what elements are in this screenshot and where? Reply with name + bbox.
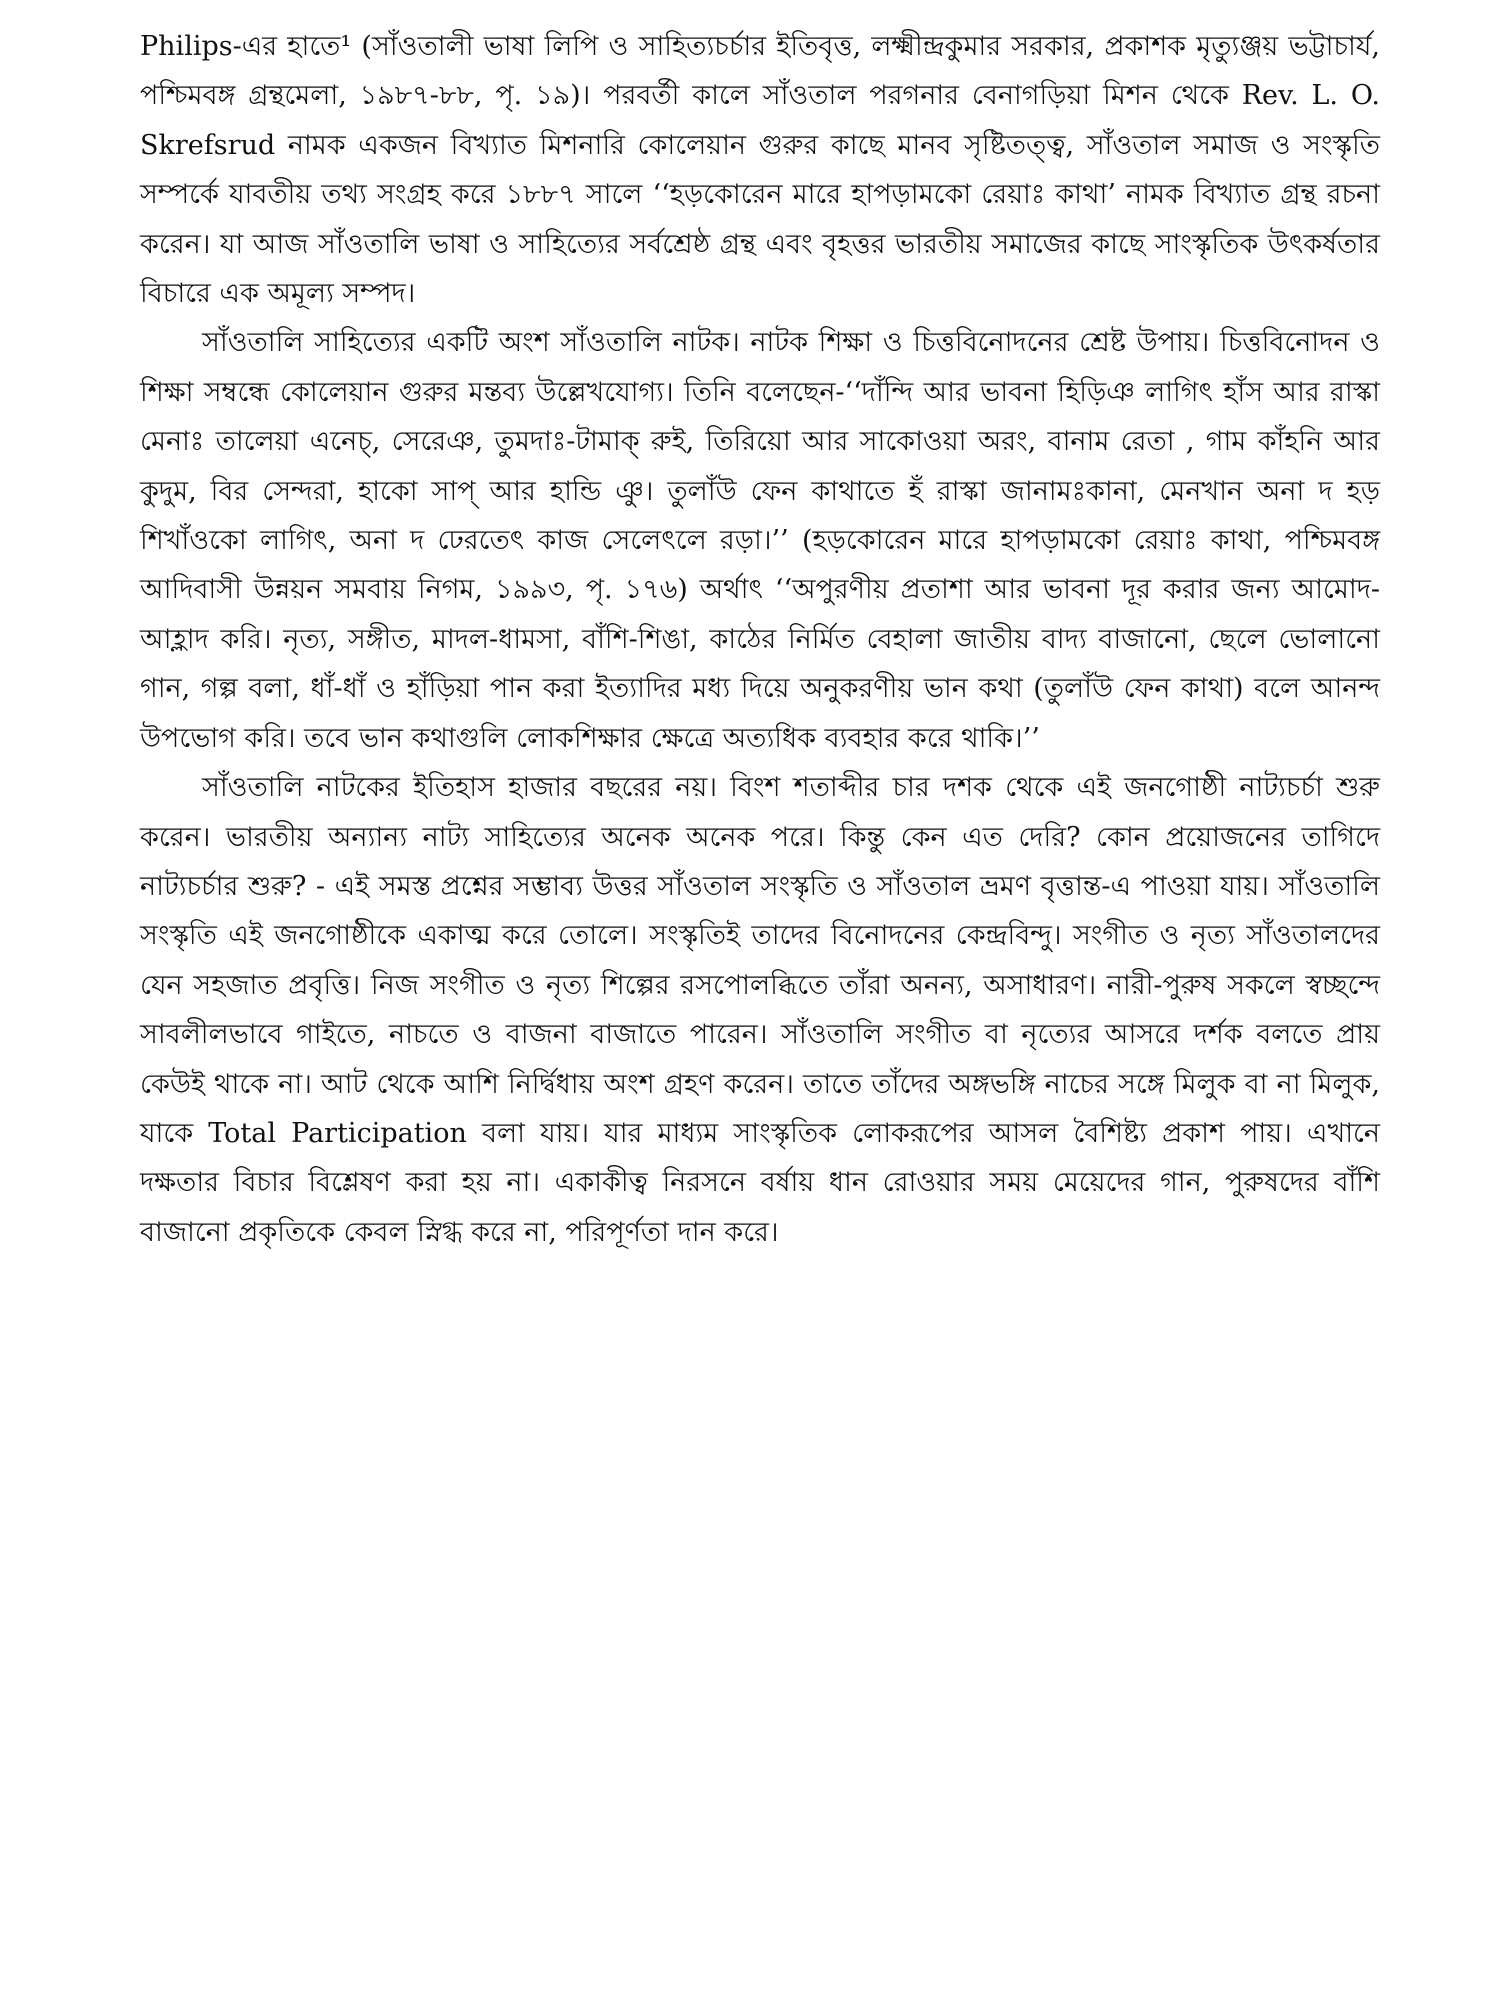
book-page xyxy=(140,22,1380,1257)
paragraph-3: সাঁওতালি নাটকের ইতিহাস হাজার বছরের নয়। বিংশ শতাব্দীর চার দশক থেকে এই জনগোষ্ঠী নাট্যচর্চা শুরু করেন। ভারতীয় অন্যান্য নাট্য সাহিত্যের অনেক অনেক পরে। কিন্তু কেন এত দেরি? কোন প্রয়োজনের তাগিদে নাট্যচর্চার শুরু? - এই সমস্ত প্রশ্নের সম্ভাব্য উত্তর সাঁওতাল সংস্কৃতি ও সাঁওতাল ভ্রমণ বৃত্তান্ত-এ পাওয়া যায়। সাঁওতালি সংস্কৃতি এই জনগোষ্ঠীকে একাত্ম করে তোলে। সংস্কৃতিই তাদের বিনোদনের কেন্দ্রবিন্দু। সংগীত ও নৃত্য সাঁওতালদের যেন সহজাত প্রবৃত্তি। নিজ সংগীত ও নৃত্য শিল্পের রসপোলব্ধিতে তাঁরা অনন্য, অসাধারণ। নারী-পুরুষ সকলে স্বচ্ছন্দে সাবলীলভাবে গাইতে, নাচতে ও বাজনা বাজাতে পারেন। সাঁওতালি সংগীত বা নৃত্যের আসরে দর্শক বলতে প্রায় কেউই থাকে না। আট থেকে আশি নির্দ্বিধায় অংশ গ্রহণ করেন। তাতে তাঁদের অঙ্গভঙ্গি নাচের সঙ্গে মিলুক বা না মিলুক, যাকে Total Participation বলা যায়। যার মাধ্যম সাংস্কৃতিক লোকরূপের আসল বৈশিষ্ট্য প্রকাশ পায়। এখানে দক্ষতার বিচার বিশ্লেষণ করা হয় না। একাকীত্ব নিরসনে বর্ষায় ধান রোওয়ার সময় মেয়েদের গান, পুরুষদের বাঁশি বাজানো প্রকৃতিকে কেবল স্নিগ্ধ করে না, পরিপূর্ণতা দান করে। xyxy=(140,772,1380,1248)
paragraph-2: সাঁওতালি সাহিত্যের একটি অংশ সাঁওতালি নাটক। নাটক শিক্ষা ও চিত্তবিনোদনের শ্রেষ্ট উপায়। চিত্তবিনোদন ও শিক্ষা সম্বন্ধে কোলেয়ান গুরুর মন্তব্য উল্লেখযোগ্য। তিনি বলেছেন-‘‘দাঁন্দি আর ভাবনা হিড়িঞ লাগিৎ হাঁস আর রাস্কা মেনাঃ তালেয়া এনেচ্, সেরেঞ, তুমদাঃ-টামাক্ রুই, তিরিয়ো আর সাকোওয়া অরং, বানাম রেতা , গাম কাঁহনি আর কুদুম, বির সেন্দরা, হাকো সাপ্ আর হান্ডি ঞু। তুলাঁউ ফেন কাথাতে হঁ রাস্কা জানামঃকানা, মেনখান অনা দ হড় শিখাঁওকো লাগিৎ, অনা দ ঢেরতেৎ কাজ সেলেৎলে রড়া।’’ (হড়কোরেন মারে হাপড়ামকো রেয়াঃ কাথা, পশ্চিমবঙ্গ আদিবাসী উন্নয়ন সমবায় নিগম, ১৯৯৩, পৃ. ১৭৬) অর্থাৎ ‘‘অপুরণীয় প্রতাশা আর ভাবনা দূর করার জন্য আমোদ-আহ্লাদ করি। নৃত্য, সঙ্গীত, মাদল-ধামসা, বাঁশি-শিঙা, কাঠের নির্মিত বেহালা জাতীয় বাদ্য বাজানো, ছেলে ভোলানো গান, গল্প বলা, ধাঁ-ধাঁ ও হাঁড়িয়া পান করা ইত্যাদির মধ্য দিয়ে অনুকরণীয় ভান কথা (তুলাঁউ ফেন কাথা) বলে আনন্দ উপভোগ করি। তবে ভান কথাগুলি লোকশিক্ষার ক্ষেত্রে অত্যধিক ব্যবহার করে থাকি।’’ xyxy=(140,327,1380,754)
paragraph-1: Philips-এর হাতে¹ (সাঁওতালী ভাষা লিপি ও সাহিত্যচর্চার ইতিবৃত্ত, লক্ষ্মীন্দ্রকুমার সরকার, প্রকাশক মৃত্যুঞ্জয় ভট্টাচার্য, পশ্চিমবঙ্গ গ্রন্থমেলা, ১৯৮৭-৮৮, পৃ. ১৯)। পরবর্তী কালে সাঁওতাল পরগনার বেনাগড়িয়া মিশন থেকে Rev. L. O. Skrefsrud নামক একজন বিখ্যাত মিশনারি কোলেয়ান গুরুর কাছে মানব সৃষ্টিতত্ত্ব, সাঁওতাল সমাজ ও সংস্কৃতি সম্পর্কে যাবতীয় তথ্য সংগ্রহ করে ১৮৮৭ সালে ‘‘হড়কোরেন মারে হাপড়ামকো রেয়াঃ কাথা’ নামক বিখ্যাত গ্রন্থ রচনা করেন। যা আজ সাঁওতালি ভাষা ও সাহিত্যের সর্বশ্রেষ্ঠ গ্রন্থ এবং বৃহত্তর ভারতীয় সমাজের কাছে সাংস্কৃতিক উৎকর্ষতার বিচারে এক অমূল্য সম্পদ। xyxy=(140,31,1380,310)
